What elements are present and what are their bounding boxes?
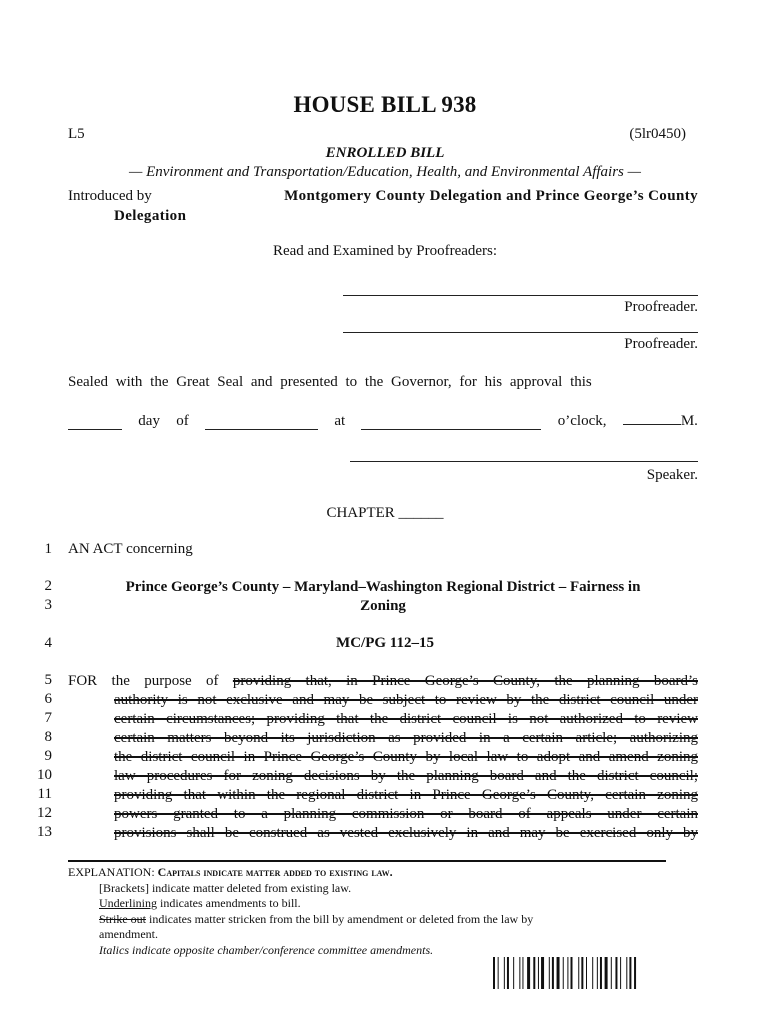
- purpose-prefix: FOR the purpose of: [68, 673, 219, 689]
- chapter-line: CHAPTER ______: [326, 505, 444, 521]
- speaker-signature-line: [350, 461, 698, 462]
- purpose-line: law procedures for zoning decisions by the planning board and the district council;: [114, 768, 698, 784]
- proofreader-label-1: Proofreader.: [624, 299, 698, 315]
- line-number: 8: [44, 729, 52, 745]
- enrolled-bill-label: ENROLLED BILL: [325, 145, 445, 161]
- act-concerning: AN ACT concerning: [68, 541, 193, 557]
- line-number: 13: [37, 824, 52, 840]
- explanation-capitals: Capitals indicate matter added to existing law.: [157, 865, 393, 879]
- line-number: 4: [44, 635, 52, 651]
- oclock-label: o’clock,: [557, 413, 607, 429]
- explanation-strike-rest: indicates matter stricken from the bill by amendment or deleted from the law by: [146, 911, 534, 926]
- purpose-line: providing that, in Prince George’s County, the planning board’s: [232, 673, 698, 689]
- time-blank: [361, 415, 541, 430]
- explanation-strike-cont: amendment.: [99, 927, 158, 941]
- line-number: 2: [44, 578, 52, 594]
- date-time-row: [68, 410, 698, 430]
- meridiem-label: M.: [680, 413, 698, 429]
- proofreaders-label: Read and Examined by Proofreaders:: [272, 243, 498, 259]
- purpose-line: authority is not exclusive and may be subject to review by the district council under: [114, 692, 698, 708]
- sponsor-line-2: Delegation: [114, 208, 187, 224]
- bill-title: HOUSE BILL 938: [293, 92, 477, 117]
- purpose-line: certain matters beyond its jurisdiction as provided in a certain article; authorizing: [114, 730, 698, 746]
- bill-drafting-number: (5lr0450): [629, 126, 686, 142]
- purpose-line: provisions shall be construed as vested exclusively in and may be exercised only by: [114, 825, 698, 841]
- introduced-by: [68, 186, 698, 226]
- explanation-divider: [68, 860, 666, 862]
- short-title-line-2: Zoning: [360, 598, 406, 614]
- purpose-line: powers granted to a planning commission or board of appeals under certain: [114, 806, 698, 822]
- explanation-underlining-word: Underlining: [99, 896, 157, 910]
- purpose-paragraph: [68, 672, 698, 843]
- bill-subject-code: L5: [68, 126, 85, 142]
- explanation-underlining-rest: indicates amendments to bill.: [157, 896, 301, 910]
- month-blank: [205, 415, 318, 430]
- explanation-strike-word: Strike out: [99, 911, 146, 926]
- speaker-label: Speaker.: [646, 467, 698, 483]
- explanation-block: [68, 865, 668, 958]
- bill-short-title: [68, 578, 698, 616]
- line-number: 1: [44, 541, 52, 557]
- line-number: 3: [44, 597, 52, 613]
- of-label: of: [176, 413, 189, 429]
- line-number: 11: [37, 786, 52, 802]
- short-title-line-1: Prince George’s County – Maryland–Washington Regional District – Fairness in: [125, 579, 641, 595]
- day-label: day: [138, 413, 160, 429]
- committee-line: — Environment and Transportation/Education, Health, and Environmental Affairs —: [129, 164, 641, 180]
- introduced-by-prefix: Introduced by: [68, 188, 152, 204]
- at-label: at: [334, 413, 346, 429]
- purpose-line: providing that within the regional district in Prince George’s County, certain zoning: [114, 787, 698, 803]
- sealed-statement: Sealed with the Great Seal and presented to the Governor, for his approval this: [68, 374, 592, 390]
- purpose-line: the district council in Prince George’s County by local law to adopt and amend zoning: [114, 749, 698, 765]
- proofreader-signature-line-1: [343, 295, 698, 296]
- proofreader-signature-line-2: [343, 332, 698, 333]
- explanation-label: EXPLANATION:: [68, 865, 155, 879]
- purpose-line: certain circumstances; providing that the district council is not authorized to review: [114, 711, 698, 727]
- sponsor-line-1: Montgomery County Delegation and Prince George’s County: [284, 188, 698, 204]
- explanation-brackets: [Brackets] indicate matter deleted from existing law.: [99, 880, 352, 895]
- day-blank: [68, 415, 122, 430]
- meridiem-blank: [623, 410, 681, 425]
- proofreader-label-2: Proofreader.: [624, 336, 698, 352]
- line-number: 7: [44, 710, 52, 726]
- line-number: 6: [44, 691, 52, 707]
- line-number: 10: [37, 767, 52, 783]
- explanation-italics: Italics indicate opposite chamber/conference committee amendments.: [99, 942, 434, 957]
- line-number: 9: [44, 748, 52, 764]
- line-number: 5: [44, 672, 52, 688]
- barcode-icon: [493, 957, 679, 989]
- line-number: 12: [37, 805, 52, 821]
- mcpg-number: MC/PG 112–15: [336, 635, 434, 651]
